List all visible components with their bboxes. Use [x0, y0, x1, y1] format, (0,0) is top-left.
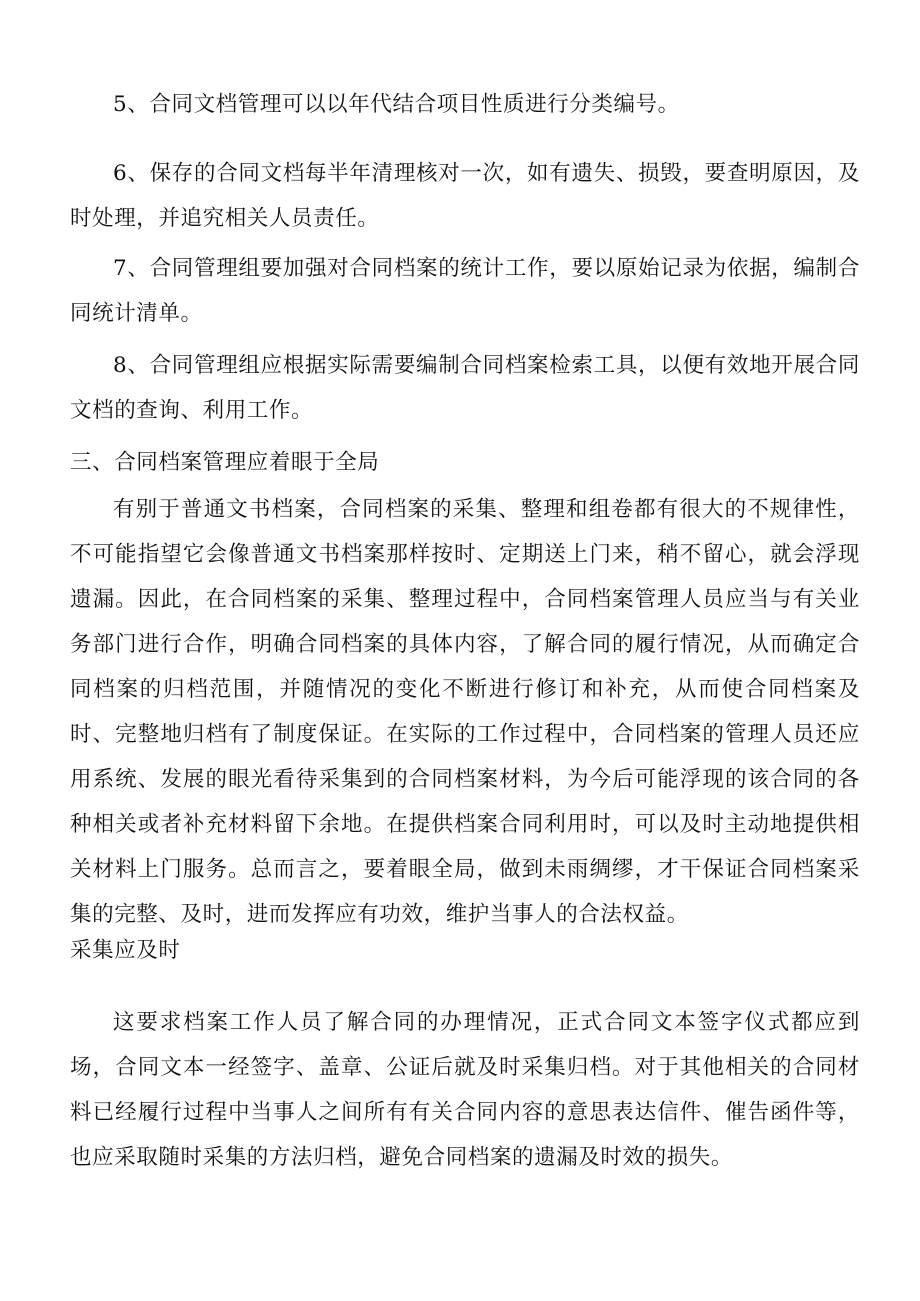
- section-heading: 三、合同档案管理应着眼于全局: [70, 450, 380, 475]
- subsection-body-paragraph: 这要求档案工作人员了解合同的办理情况，正式合同文本签字仪式都应到场，合同文本一经签字、盖章、公证后就及时采集归档。对于其他相关的合同材料已经履行过程中当事人之间所有有关合同内容的意思表达信件、催告函件等，也应采取随时采集的方法归档，避免合同档案的遗漏及时效的损失。: [70, 1010, 860, 1170]
- subsection-heading: 采集应及时: [70, 938, 181, 963]
- paragraph-item-8: 8、合同管理组应根据实际需要编制合同档案检索工具，以便有效地开展合同文档的查询、利用工作。: [70, 353, 860, 423]
- paragraph-item-6: 6、保存的合同文档每半年清理核对一次，如有遗失、损毁，要查明原因，及时处理，并追究相关人员责任。: [70, 161, 860, 231]
- section-body-paragraph: 有别于普通文书档案，合同档案的采集、整理和组卷都有很大的不规律性，不可能指望它会像普通文书档案那样按时、定期送上门来，稍不留心，就会浮现遗漏。因此，在合同档案的采集、整理过程中，合同档案管理人员应当与有关业务部门进行合作，明确合同档案的具体内容，了解合同的履行情况，从而确定合同档案的归档范围，并随情况的变化不断进行修订和补充，从而使合同档案及时、完整地归档有了制度保证。在实际的工作过程中，合同档案的管理人员还应用系统、发展的眼光看待采集到的合同档案材料，为今后可能浮现的该合同的各种相关或者补充材料留下余地。在提供档案合同利用时，可以及时主动地提供相关材料上门服务。总而言之，要着眼全局，做到未雨绸缪，才干保证合同档案采集的完整、及时，进而发挥应有功效，维护当事人的合法权益。: [70, 497, 860, 927]
- paragraph-item-5: 5、合同文档管理可以以年代结合项目性质进行分类编号。: [113, 92, 680, 117]
- paragraph-item-7: 7、合同管理组要加强对合同档案的统计工作，要以原始记录为依据，编制合同统计清单。: [70, 256, 860, 326]
